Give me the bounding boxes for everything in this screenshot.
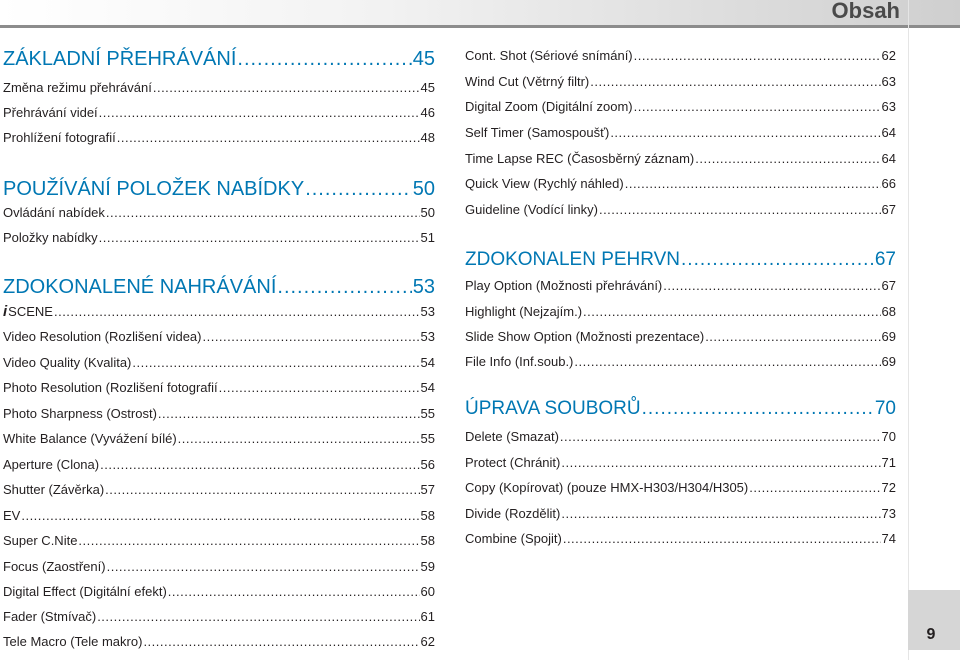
toc-entry-title: Protect (Chránit): [465, 455, 561, 470]
dot-leader: [634, 99, 881, 114]
dot-leader: [695, 151, 880, 166]
toc-page-number: 54: [420, 355, 435, 370]
page-title: Obsah: [831, 0, 900, 23]
toc-entry[interactable]: [465, 74, 896, 89]
toc-entry[interactable]: [3, 380, 435, 395]
toc-entry-title: Quick View (Rychlý náhled): [465, 176, 624, 191]
dot-leader: [634, 48, 881, 63]
toc-page-number: 74: [881, 531, 896, 546]
dot-leader: [153, 80, 420, 95]
dot-leader: [625, 176, 881, 191]
iscene-mark: i: [3, 303, 8, 320]
toc-entry-title: File Info (Inf.soub.): [465, 354, 574, 369]
dot-leader: [117, 130, 420, 145]
toc-page-number: 68: [881, 304, 896, 319]
toc-entry[interactable]: [3, 457, 435, 472]
dot-leader: [97, 609, 419, 624]
toc-page-number: 53: [420, 329, 435, 344]
toc-entry[interactable]: [3, 533, 435, 548]
toc-section-title: ZDOKONALENÉ NAHRÁVÁNÍ: [3, 276, 277, 298]
toc-entry[interactable]: [3, 482, 435, 497]
page-number: 9: [926, 626, 936, 643]
toc-section-heading[interactable]: [3, 276, 435, 299]
dot-leader: [561, 455, 880, 470]
dot-leader: [219, 380, 420, 395]
toc-entry-title: iSCENE: [3, 303, 53, 320]
toc-page-number: 70: [874, 398, 896, 419]
toc-entry[interactable]: [465, 304, 896, 319]
toc-entry[interactable]: [465, 176, 896, 191]
dot-leader: [105, 482, 419, 497]
dot-leader: [78, 533, 419, 548]
toc-entry[interactable]: [3, 205, 435, 220]
dot-leader: [143, 634, 419, 649]
toc-entry[interactable]: [3, 406, 435, 421]
dot-leader: [583, 304, 880, 319]
toc-entry[interactable]: [3, 609, 435, 624]
toc-entry-title: Photo Resolution (Rozlišení fotografií: [3, 380, 218, 395]
toc-entry[interactable]: [3, 431, 435, 446]
toc-page-number: 56: [420, 457, 435, 472]
toc-entry[interactable]: [465, 354, 896, 369]
toc-page-number: 67: [881, 278, 896, 293]
toc-entry[interactable]: [465, 48, 896, 63]
dot-leader: [99, 105, 420, 120]
toc-entry[interactable]: [3, 80, 435, 95]
toc-section-title: ZDOKONALEN PEHRVN: [465, 249, 681, 270]
dot-leader: [305, 178, 412, 201]
toc-entry[interactable]: [465, 278, 896, 293]
dot-leader: [106, 205, 420, 220]
toc-entry-title: Copy (Kopírovat) (pouze HMX-H303/H304/H305): [465, 480, 749, 495]
toc-entry[interactable]: [3, 355, 435, 370]
toc-section-title: POUŽÍVÁNÍ POLOŽEK NABÍDKY: [3, 178, 305, 200]
toc-page-number: 46: [420, 105, 435, 120]
toc-entry-title: Položky nabídky: [3, 230, 98, 245]
toc-entry-title: Fader (Stmívač): [3, 609, 97, 624]
toc-page-number: 69: [881, 354, 896, 369]
toc-page-number: 57: [420, 482, 435, 497]
toc-entry-title: Přehrávání videí: [3, 105, 98, 120]
toc-entry-title: White Balance (Vyvážení bílé): [3, 431, 177, 446]
toc-page-number: 45: [412, 48, 435, 70]
toc-entry[interactable]: [465, 99, 896, 114]
toc-page-number: 67: [881, 202, 896, 217]
toc-page-number: 53: [412, 276, 435, 298]
toc-page-number: 55: [420, 406, 435, 421]
toc-entry[interactable]: [3, 634, 435, 649]
toc-section-heading[interactable]: [465, 398, 896, 420]
toc-entry-title: Slide Show Option (Možnosti prezentace): [465, 329, 705, 344]
dot-leader: [574, 354, 880, 369]
dot-leader: [610, 125, 880, 140]
toc-section-title: ÚPRAVA SOUBORŮ: [465, 398, 641, 419]
toc-entry-title: Highlight (Nejzajím.): [465, 304, 583, 319]
toc-page-number: 55: [420, 431, 435, 446]
dot-leader: [107, 559, 420, 574]
dot-leader: [563, 531, 881, 546]
dot-leader: [705, 329, 880, 344]
dot-leader: [642, 398, 874, 420]
dot-leader: [663, 278, 880, 293]
toc-entry-title: Wind Cut (Větrný filtr): [465, 74, 590, 89]
dot-leader: [561, 506, 880, 521]
toc-entry-title: Digital Zoom (Digitální zoom): [465, 99, 633, 114]
toc-entry-title: Delete (Smazat): [465, 429, 559, 444]
toc-entry-title: EV: [3, 508, 21, 523]
toc-entry-title: Video Quality (Kvalita): [3, 355, 132, 370]
toc-entry[interactable]: [3, 584, 435, 599]
dot-leader: [599, 202, 881, 217]
toc-entry[interactable]: [465, 429, 896, 444]
toc-page-number: 72: [881, 480, 896, 495]
toc-page-number: 63: [881, 74, 896, 89]
dot-leader: [99, 230, 420, 245]
dot-leader: [178, 431, 420, 446]
toc-entry-title: Digital Effect (Digitální efekt): [3, 584, 167, 599]
dot-leader: [100, 457, 419, 472]
toc-entry-title: Prohlížení fotografií: [3, 130, 116, 145]
toc-page-number: 62: [881, 48, 896, 63]
sidebar-divider: [908, 0, 909, 660]
toc-page-number: 60: [420, 584, 435, 599]
toc-page-number: 50: [420, 205, 435, 220]
toc-entry[interactable]: [465, 151, 896, 166]
toc-section-heading[interactable]: [465, 249, 896, 271]
dot-leader: [681, 249, 874, 271]
toc-entry-title: Guideline (Vodící linky): [465, 202, 598, 217]
dot-leader: [749, 480, 880, 495]
toc-page-number: 70: [881, 429, 896, 444]
toc-page-number: 62: [420, 634, 435, 649]
toc-page-number: 51: [420, 230, 435, 245]
toc-page-number: 66: [881, 176, 896, 191]
toc-page-number: 45: [420, 80, 435, 95]
toc-entry[interactable]: [465, 202, 896, 217]
toc-entry[interactable]: [3, 559, 435, 574]
header-rule: [0, 25, 960, 28]
header-band: [0, 0, 960, 25]
toc-entry[interactable]: [3, 130, 435, 145]
toc-entry[interactable]: [465, 455, 896, 470]
dot-leader: [237, 48, 411, 71]
toc-page-number: 61: [420, 609, 435, 624]
dot-leader: [590, 74, 880, 89]
toc-entry-title: Combine (Spojit): [465, 531, 562, 546]
dot-leader: [158, 406, 420, 421]
toc-page-number: 59: [420, 559, 435, 574]
toc-entry[interactable]: [465, 329, 896, 344]
toc-entry-title: Time Lapse REC (Časosběrný záznam): [465, 151, 695, 166]
toc-page-number: 67: [874, 249, 896, 270]
toc-page-number: 63: [881, 99, 896, 114]
toc-entry[interactable]: [465, 531, 896, 546]
toc-entry-title: Photo Sharpness (Ostrost): [3, 406, 157, 421]
toc-section-heading[interactable]: [3, 48, 435, 71]
toc-entry-title: Super C.Nite: [3, 533, 78, 548]
toc-entry[interactable]: [3, 303, 435, 320]
toc-entry-title: Play Option (Možnosti přehrávání): [465, 278, 663, 293]
dot-leader: [202, 329, 419, 344]
toc-page-number: 58: [420, 508, 435, 523]
toc-page-number: 71: [881, 455, 896, 470]
toc-entry-title: Self Timer (Samospoušť): [465, 125, 610, 140]
toc-page-number: 48: [420, 130, 435, 145]
dot-leader: [132, 355, 419, 370]
toc-page-number: 54: [420, 380, 435, 395]
toc-page-number: 64: [881, 151, 896, 166]
toc-page-number: 58: [420, 533, 435, 548]
toc-section-heading[interactable]: [3, 178, 435, 201]
toc-entry[interactable]: [3, 105, 435, 120]
toc-page-number: 64: [881, 125, 896, 140]
toc-page-number: 53: [420, 304, 435, 319]
dot-leader: [168, 584, 420, 599]
toc-entry-title: Aperture (Clona): [3, 457, 100, 472]
toc-page-number: 50: [412, 178, 435, 200]
toc-entry[interactable]: [465, 480, 896, 495]
toc-entry-title: Změna režimu přehrávání: [3, 80, 152, 95]
toc-entry-title: Cont. Shot (Sériové snímání): [465, 48, 633, 63]
toc-entry-title: Shutter (Závěrka): [3, 482, 105, 497]
toc-entry-title: Ovládání nabídek: [3, 205, 105, 220]
toc-section-title: ZÁKLADNÍ PŘEHRÁVÁNÍ: [3, 48, 237, 70]
dot-leader: [560, 429, 881, 444]
toc-entry[interactable]: [465, 125, 896, 140]
toc-entry[interactable]: [3, 230, 435, 245]
toc-entry[interactable]: [3, 329, 435, 344]
toc-entry-title: Tele Macro (Tele makro): [3, 634, 143, 649]
toc-entry-title: Video Resolution (Rozlišení videa): [3, 329, 202, 344]
toc-page-number: 73: [881, 506, 896, 521]
toc-page-number: 69: [881, 329, 896, 344]
dot-leader: [21, 508, 419, 523]
toc-entry[interactable]: [3, 508, 435, 523]
toc-entry-title: Divide (Rozdělit): [465, 506, 561, 521]
dot-leader: [277, 276, 411, 299]
toc-entry[interactable]: [465, 506, 896, 521]
toc-entry-title: Focus (Zaostření): [3, 559, 106, 574]
dot-leader: [54, 304, 420, 319]
